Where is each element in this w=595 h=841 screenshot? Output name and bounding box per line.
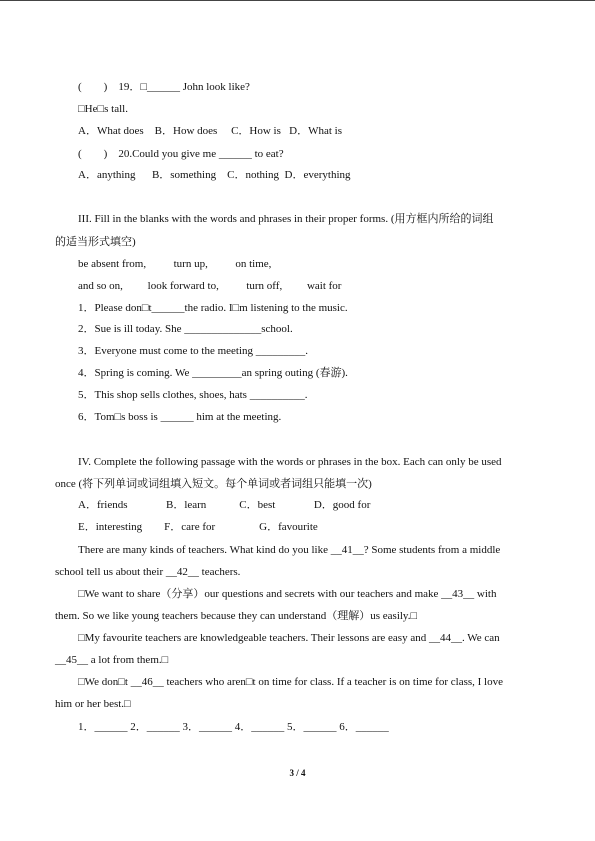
passage-line-1: There are many kinds of teachers. What kind do you like __41__? Some students from a middle (78, 544, 501, 556)
fill-item-6: 6．Tom□s boss is ______ him at the meeting. (78, 411, 282, 423)
passage-line-2: school tell us about their __42__ teachers. (55, 566, 241, 578)
question-20-stem: ( ) 20.Could you give me ______ to eat? (78, 148, 284, 160)
section-3-heading-cont: 的适当形式填空) (55, 236, 136, 248)
fill-item-2: 2．Sue is ill today. She ______________school. (78, 323, 293, 335)
passage-line-7: □We don□t __46__ teachers who aren□t on time for class. If a teacher is on time for class, I love (78, 676, 503, 688)
word-options-line-1: A．friends B．learn C．best D．good for (78, 499, 371, 511)
passage-line-6: __45__ a lot from them.□ (55, 654, 169, 666)
passage-line-8: him or her best.□ (55, 698, 131, 710)
answer-blanks-line: 1．______ 2．______ 3．______ 4．______ 5．______ 6．______ (78, 721, 389, 733)
section-4-heading: IV. Complete the following passage with the words or phrases in the box. Each can only be used (78, 456, 502, 468)
question-19-stem: ( ) 19．□______ John look like? (78, 81, 250, 93)
question-20-options: A．anything B．something C．nothing D．everything (78, 169, 351, 181)
section-3-heading: III. Fill in the blanks with the words and phrases in their proper forms. (用方框内所给的词组 (78, 213, 494, 225)
fill-item-1: 1．Please don□t______the radio. I□m listening to the music. (78, 302, 348, 314)
passage-line-5: □My favourite teachers are knowledgeable teachers. Their lessons are easy and __44__. We can (78, 632, 500, 644)
passage-line-4: them. So we like young teachers because they can understand（理解）us easily.□ (55, 610, 418, 622)
passage-line-3: □We want to share（分享）our questions and secrets with our teachers and make __43__ with (78, 588, 497, 600)
section-4-heading-cont: once (将下列单词或词组填入短文。每个单词或者词组只能填一次) (55, 478, 372, 490)
word-options-line-2: E．interesting F．care for G．favourite (78, 521, 318, 533)
fill-item-5: 5．This shop sells clothes, shoes, hats __________. (78, 389, 308, 401)
phrase-box-line-2: and so on, look forward to, turn off, wait for (78, 280, 342, 292)
phrase-box-line-1: be absent from, turn up, on time, (78, 258, 272, 270)
fill-item-4: 4．Spring is coming. We _________an spring outing (春游). (78, 367, 348, 379)
fill-item-3: 3．Everyone must come to the meeting _________. (78, 345, 309, 357)
page-number: 3 / 4 (289, 768, 306, 778)
question-19-options: A．What does B．How does C．How is D．What is (78, 125, 342, 137)
question-19-answer: □He□s tall. (78, 103, 128, 115)
page-top-border (0, 0, 595, 1)
